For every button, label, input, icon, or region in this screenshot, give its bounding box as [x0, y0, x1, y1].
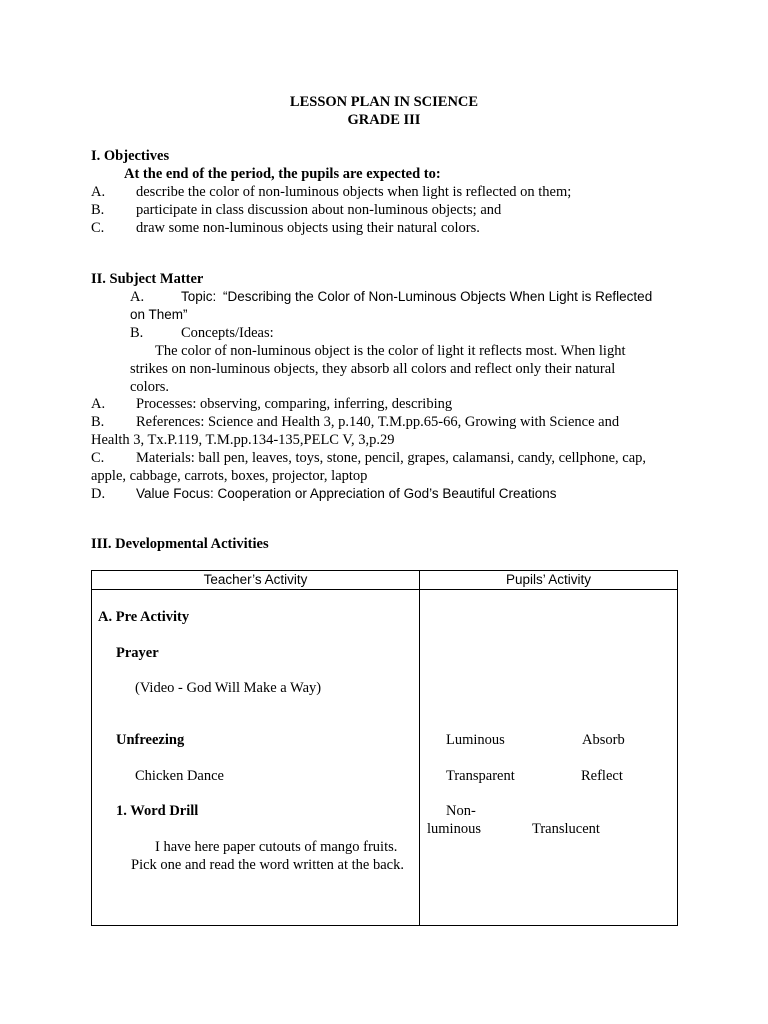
unfreezing-heading: Unfreezing [116, 732, 185, 748]
teacher-activity-header: Teacher’s Activity [203, 572, 308, 587]
table-column-divider [419, 571, 420, 925]
word-drill-heading: 1. Word Drill [116, 803, 199, 819]
objective-a: describe the color of non-luminous objects when light is reflected on them; [136, 184, 572, 200]
topic-title-line2: on Them” [130, 307, 188, 322]
objective-marker-a: A. [91, 184, 106, 200]
value-focus-marker: D. [91, 486, 106, 502]
topic-label: Topic: [181, 289, 217, 304]
concepts-label: Concepts/Ideas: [181, 325, 274, 341]
pre-activity-heading: A. Pre Activity [98, 609, 190, 625]
prayer-video: (Video - God Will Make a Way) [135, 680, 322, 696]
objective-marker-c: C. [91, 220, 105, 236]
grade-level: GRADE III [347, 112, 421, 128]
objectives-heading: I. Objectives [91, 148, 170, 164]
references-marker: B. [91, 414, 105, 430]
word-translucent: Translucent [532, 821, 600, 837]
word-absorb: Absorb [582, 732, 625, 748]
processes-marker: A. [91, 396, 106, 412]
value-focus: Value Focus: Cooperation or Appreciation of God’s Beautiful Creations [136, 486, 557, 501]
word-non-prefix: Non- [446, 803, 476, 819]
references-line1: References: Science and Health 3, p.140, T.M.pp.65-66, Growing with Science and [136, 414, 620, 430]
materials-line2: apple, cabbage, carrots, boxes, projector, laptop [91, 468, 368, 484]
objective-b: participate in class discussion about non-luminous objects; and [136, 202, 502, 218]
references-line2: Health 3, Tx.P.119, T.M.pp.134-135,PELC V, 3,p.29 [91, 432, 395, 448]
prayer-heading: Prayer [116, 645, 159, 661]
chicken-dance: Chicken Dance [135, 768, 224, 784]
concept-text: The color of non-luminous object is the color of light it reflects most. When light strikes on non-luminous objects, they absorb all colors and reflect only their natural colors. [130, 343, 626, 395]
document-title: LESSON PLAN IN SCIENCE [289, 94, 479, 110]
activities-table [91, 570, 678, 926]
word-drill-instructions: I have here paper cutouts of mango fruits. Pick one and read the word written at the back. [131, 839, 404, 873]
concepts-marker: B. [130, 325, 144, 341]
table-header-divider [92, 589, 677, 590]
developmental-heading: III. Developmental Activities [91, 536, 269, 552]
processes: Processes: observing, comparing, inferring, describing [136, 396, 453, 412]
pupils-activity-header: Pupils’ Activity [505, 572, 592, 587]
word-non-luminous: luminous [427, 821, 481, 837]
word-reflect: Reflect [581, 768, 623, 784]
topic-marker: A. [130, 289, 145, 305]
subject-matter-heading: II. Subject Matter [91, 271, 204, 287]
objective-c: draw some non-luminous objects using their natural colors. [136, 220, 480, 236]
materials-marker: C. [91, 450, 105, 466]
objective-marker-b: B. [91, 202, 105, 218]
materials-line1: Materials: ball pen, leaves, toys, stone, pencil, grapes, calamansi, candy, cellphone, cap, [136, 450, 647, 466]
word-transparent: Transparent [446, 768, 515, 784]
word-luminous: Luminous [446, 732, 505, 748]
objectives-intro: At the end of the period, the pupils are expected to: [124, 166, 441, 182]
topic-title-line1: “Describing the Color of Non-Luminous Objects When Light is Reflected [223, 289, 653, 304]
